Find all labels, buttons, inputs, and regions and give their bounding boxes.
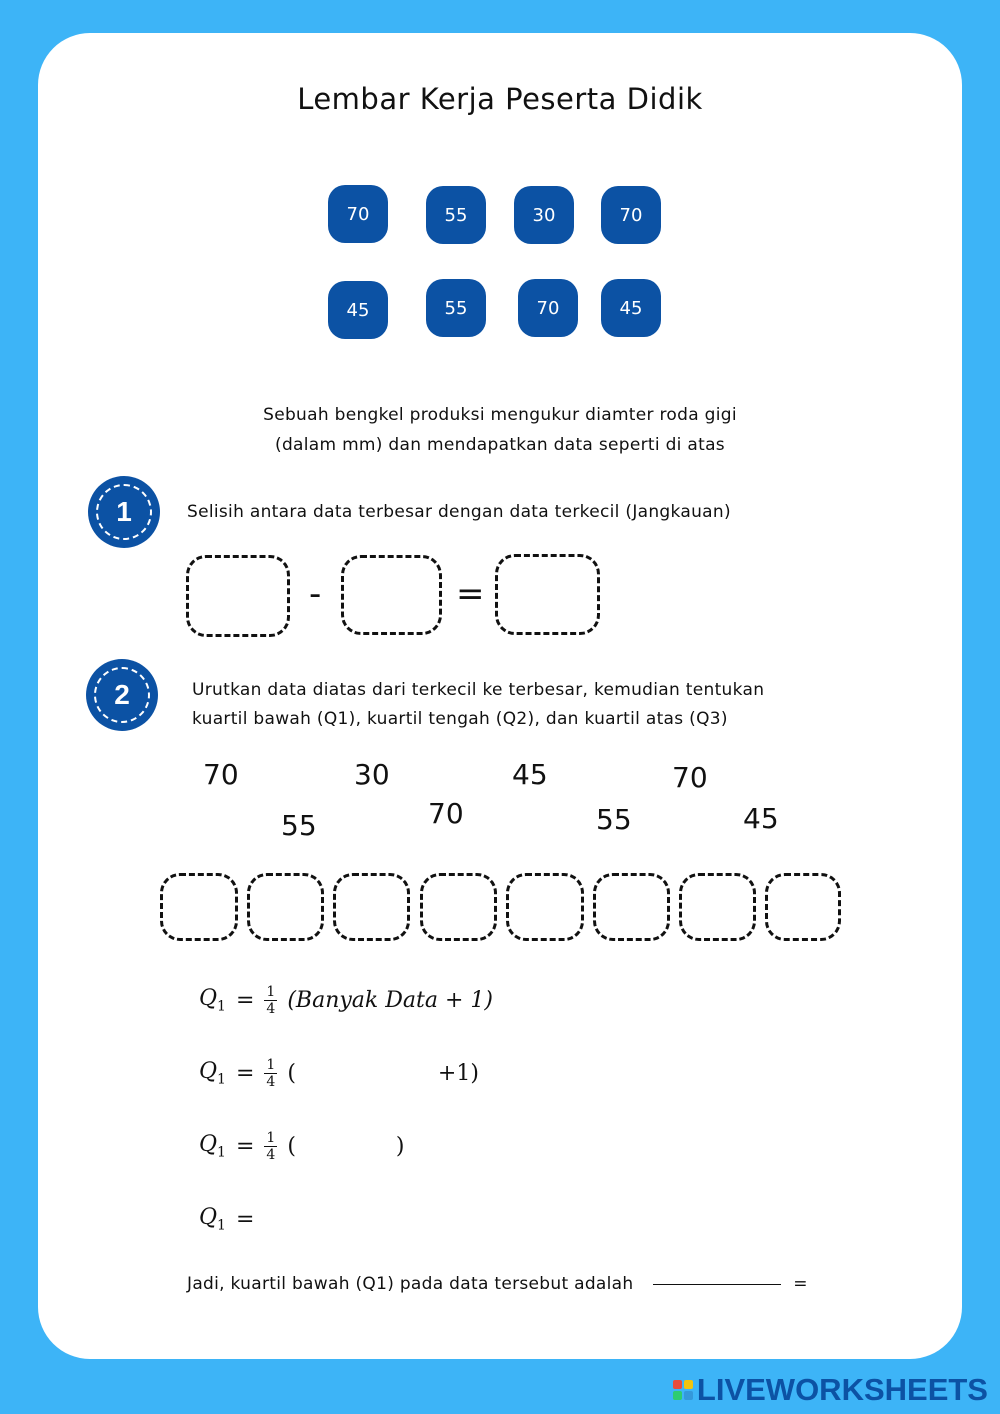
- sort-drop-box[interactable]: [679, 873, 756, 941]
- open-paren: (: [287, 1061, 296, 1086]
- data-card: 55: [426, 279, 486, 337]
- sort-drop-box[interactable]: [333, 873, 410, 941]
- intro-line-1: Sebuah bengkel produksi mengukur diamter roda gigi: [263, 405, 737, 425]
- data-card: 55: [426, 186, 486, 244]
- question-1-number: 1: [96, 484, 152, 540]
- intro-line-2: (dalam mm) dan mendapatkan data seperti di atas: [275, 435, 725, 455]
- sort-drop-box[interactable]: [420, 873, 497, 941]
- formula-line-4: [199, 1205, 454, 1233]
- fraction-one-quarter: $\frac{1}{4}$: [266, 984, 276, 1017]
- question-1-badge: [88, 476, 160, 548]
- q1-symbol: $Q_1$: [199, 1205, 226, 1234]
- sort-drop-box[interactable]: [593, 873, 670, 941]
- answer-blank-q1-value[interactable]: [653, 1284, 781, 1285]
- page-title: Lembar Kerja Peserta Didik: [297, 82, 703, 116]
- equals-sign: =: [235, 988, 255, 1013]
- logo-blocks-icon: [673, 1380, 693, 1400]
- brand-name: LIVEWORKSHEETS: [696, 1372, 988, 1407]
- q1-symbol: $Q_1$: [199, 986, 226, 1015]
- data-card: 45: [328, 281, 388, 339]
- conclusion-text: Jadi, kuartil bawah (Q1) pada data tersebut adalah: [187, 1274, 634, 1294]
- answer-box-max[interactable]: [186, 555, 290, 637]
- fraction-one-quarter: $\frac{1}{4}$: [266, 1057, 276, 1090]
- draggable-number[interactable]: 55: [596, 803, 632, 836]
- minus-sign: -: [309, 574, 322, 614]
- q1-symbol: $Q_1$: [199, 1059, 226, 1088]
- conclusion-equals: =: [793, 1274, 808, 1294]
- draggable-number[interactable]: 30: [354, 758, 390, 791]
- question-2-number: 2: [94, 667, 150, 723]
- formula-line-3: [199, 1130, 405, 1163]
- answer-box-range[interactable]: [495, 554, 600, 635]
- question-2-line-1: Urutkan data diatas dari terkecil ke terbesar, kemudian tentukan: [192, 680, 765, 700]
- draggable-number[interactable]: 45: [743, 802, 779, 835]
- equals-sign: =: [235, 1206, 255, 1232]
- data-card: 45: [601, 279, 661, 337]
- sort-drop-box[interactable]: [506, 873, 584, 941]
- liveworksheets-logo[interactable]: [673, 1372, 988, 1408]
- fraction-one-quarter: $\frac{1}{4}$: [266, 1130, 276, 1163]
- formula-body: (Banyak Data + 1): [287, 988, 493, 1013]
- equals-sign: =: [456, 574, 485, 614]
- draggable-number[interactable]: 70: [428, 797, 464, 830]
- draggable-number[interactable]: 45: [512, 758, 548, 791]
- q1-symbol: $Q_1$: [199, 1132, 226, 1161]
- question-2-badge: [86, 659, 158, 731]
- equals-sign: =: [235, 1061, 255, 1086]
- draggable-number[interactable]: 55: [281, 809, 317, 842]
- open-paren: (: [287, 1134, 296, 1159]
- question-2-line-2: kuartil bawah (Q1), kuartil tengah (Q2), dan kuartil atas (Q3): [192, 709, 728, 729]
- data-card: 70: [601, 186, 661, 244]
- conclusion-line: [187, 1270, 808, 1299]
- formula-line-1: [199, 984, 493, 1017]
- sort-drop-box[interactable]: [160, 873, 238, 941]
- question-1-text: Selisih antara data terbesar dengan data terkecil (Jangkauan): [187, 502, 731, 522]
- formula-line-2: [199, 1057, 479, 1090]
- close-paren: ): [395, 1134, 405, 1159]
- equals-sign: =: [235, 1134, 255, 1159]
- draggable-number[interactable]: 70: [203, 758, 239, 791]
- plus-one-close: +1): [437, 1061, 479, 1086]
- answer-box-min[interactable]: [341, 555, 442, 635]
- draggable-number[interactable]: 70: [672, 761, 708, 794]
- sort-drop-box[interactable]: [247, 873, 324, 941]
- data-card: 70: [518, 279, 578, 337]
- sort-drop-box[interactable]: [765, 873, 841, 941]
- data-card: 30: [514, 186, 574, 244]
- data-card: 70: [328, 185, 388, 243]
